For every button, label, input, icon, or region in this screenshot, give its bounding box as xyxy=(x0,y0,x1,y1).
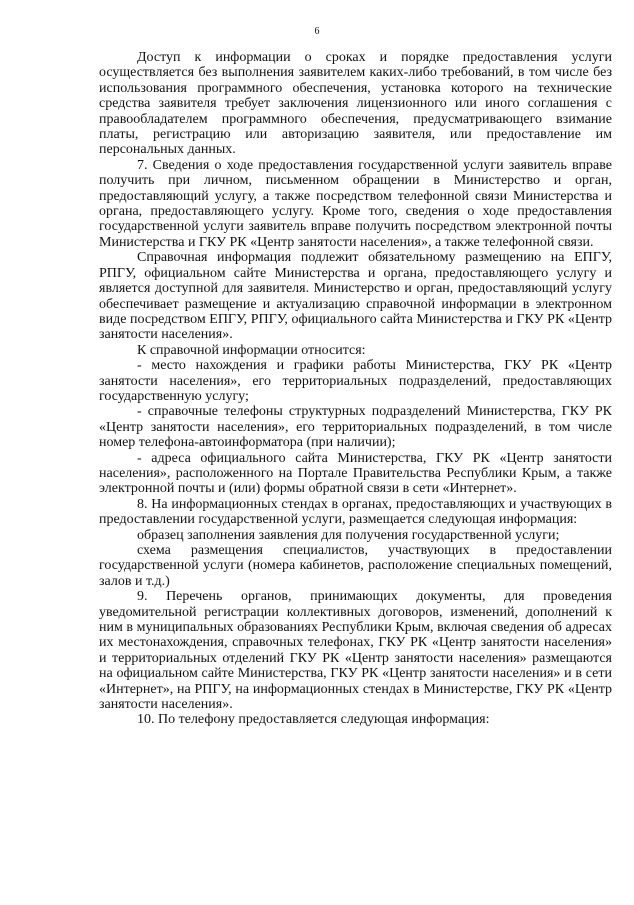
list-item-website-addresses: - адреса официального сайта Министерства, ГКУ РК «Центр занятости населения», расположенного на Портале Правительства Республики Крым, а также электронной почты и (или) формы обратной связи в сети «Интернет». xyxy=(99,450,612,497)
paragraph-access-info: Доступ к информации о сроках и порядке предоставления услуги осуществляется без выполнения заявителем каких-либо требований, в том числе без использования программного обеспечения, установка которого на технические средства заявителя требует заключения лицензионного или иного соглашения с правообладателем программного обеспечения, предусматривающего взимание платы, регистрацию или авторизацию заявителя, или предоставление им персональных данных. xyxy=(99,50,612,158)
list-item-location-schedule: - место нахождения и графики работы Министерства, ГКУ РК «Центр занятости населения», его территориальных подразделений, предоставляющих государственную услугу; xyxy=(99,358,612,404)
paragraph-item-8: 8. На информационных стендах в органах, предоставляющих и участвующих в предоставлении государственной услуги, размещается следующая информация: xyxy=(99,496,612,528)
paragraph-item-10: 10. По телефону предоставляется следующая информация: xyxy=(137,712,490,728)
page-number: 6 xyxy=(314,26,320,37)
paragraph-reference-info: Справочная информация подлежит обязательному размещению на ЕПГУ, РПГУ, официальном сайте Министерства и органа, предоставляющего услугу и является доступной для заявителя. Министерство и орган, предоставляющий услугу обеспечивает размещение и актуализацию справочной информации в электронном виде посредством ЕПГУ, РПГУ, официального сайта Министерства и ГКУ РК «Центр занятости населения». xyxy=(99,250,612,343)
paragraph-reference-list-intro: К справочной информации относится: xyxy=(137,342,366,358)
paragraph-item-7: 7. Сведения о ходе предоставления государственной услуги заявитель вправе получить при личном, письменном обращении в Министерство и орган, предоставляющий услугу, а также посредством телефонной связи Министерства и органа, предоставляющего услугу. Кроме того, сведения о ходе предоставления государственной услуги заявитель вправе получить посредством электронной почты Министерства и ГКУ РК «Центр занятости населения», а также телефонной связи. xyxy=(99,157,612,250)
paragraph-specialists-scheme: схема размещения специалистов, участвующих в предоставлении государственной услуги (номера кабинетов, расположение специальных помещений, залов и т.д.) xyxy=(99,543,612,589)
paragraph-application-sample: образец заполнения заявления для получения государственной услуги; xyxy=(137,527,560,543)
document-body xyxy=(99,50,612,728)
paragraph-item-9: 9. Перечень органов, принимающих документы, для проведения уведомительной регистрации коллективных договоров, изменений, дополнений к ним в муниципальных образованиях Республики Крым, включая сведения об адресах их местонахождения, справочных телефонах, ГКУ РК «Центр занятости населения» и территориальных отделений ГКУ РК «Центр занятости населения» размещаются на официальном сайте Министерства, ГКУ РК «Центр занятости населения» и в сети «Интернет», на РПГУ, на информационных стендах в Министерстве, ГКУ РК «Центр занятости населения». xyxy=(99,589,612,713)
list-item-phones: - справочные телефоны структурных подразделений Министерства, ГКУ РК «Центр занятости населения», его территориальных подразделений, в том числе номер телефона-автоинформатора (при наличии); xyxy=(99,404,612,451)
